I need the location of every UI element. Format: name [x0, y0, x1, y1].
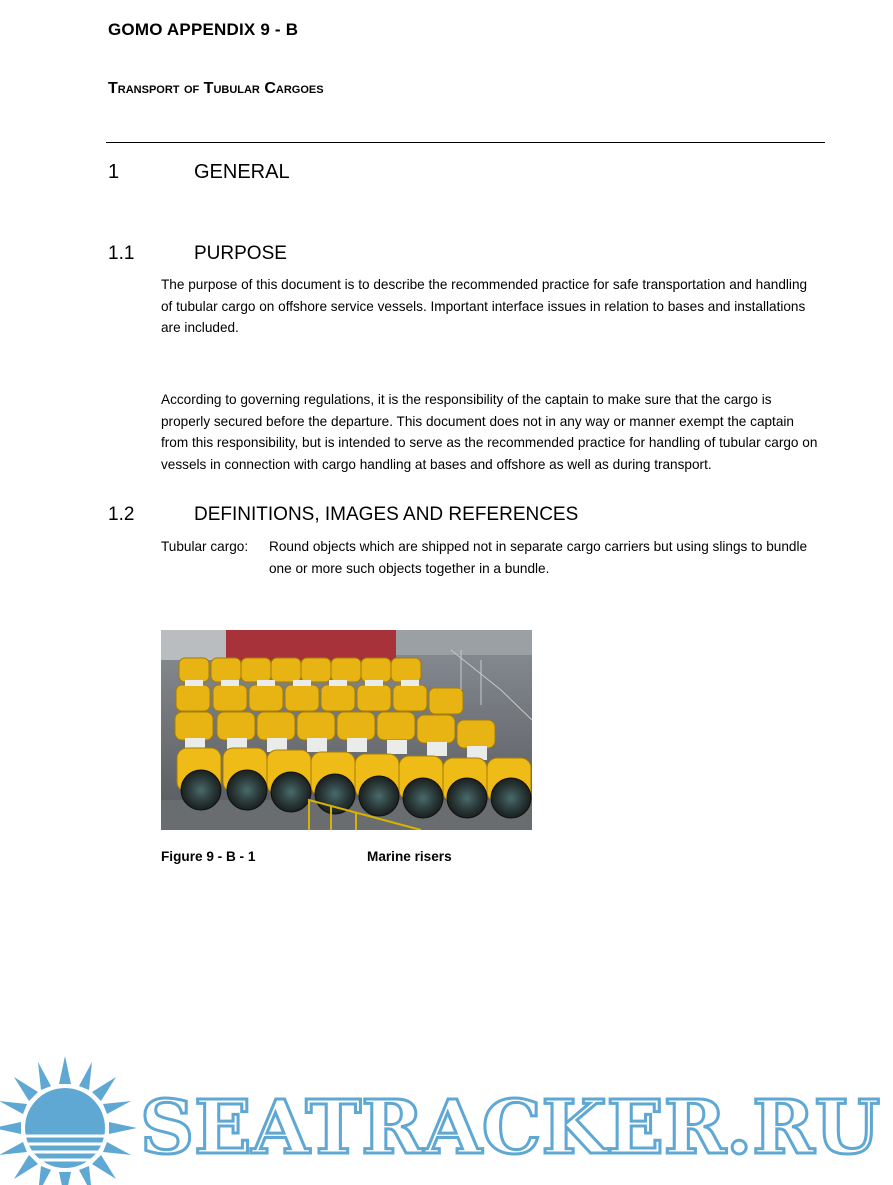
header-divider — [106, 142, 825, 143]
purpose-paragraph-2: According to governing regulations, it is the responsibility of the captain to make sure that the cargo is properly secured before the departure. This document does not in any way or manner exempt the captain from this responsibility, but is intended to serve as the recommended practice for handling of tubular cargo on vessels in connection with cargo handling at bases and offshore as well as during transport. — [161, 392, 818, 472]
definition-term: Tubular cargo: — [161, 539, 249, 554]
document-subtitle: Transport of Tubular Cargoes — [108, 80, 324, 97]
purpose-paragraph-1: The purpose of this document is to describe the recommended practice for safe transportation and handling of tubular cargo on offshore service vessels. Important interface issues in relation to bases and installations are included. — [161, 277, 808, 335]
watermark-text: SEATRACKER.RU — [140, 1085, 881, 1171]
section-title: GENERAL — [194, 161, 290, 183]
section-number: 1.1 — [108, 243, 135, 264]
section-number: 1.2 — [108, 504, 135, 525]
section-number: 1 — [108, 161, 120, 183]
sun-logo-icon — [0, 1056, 137, 1185]
figure-caption: Marine risers — [367, 849, 452, 864]
figure-label: Figure 9 - B - 1 — [161, 849, 256, 864]
seatracker-watermark — [0, 1050, 893, 1185]
definition-text: Round objects which are shipped not in separate cargo carriers but using slings to bundle one or more such objects together in a bundle. — [269, 539, 808, 576]
marine-risers-photo — [161, 630, 532, 830]
section-title: DEFINITIONS, IMAGES AND REFERENCES — [194, 504, 579, 525]
section-title: PURPOSE — [194, 243, 287, 264]
document-header: GOMO APPENDIX 9 - B — [108, 20, 299, 39]
